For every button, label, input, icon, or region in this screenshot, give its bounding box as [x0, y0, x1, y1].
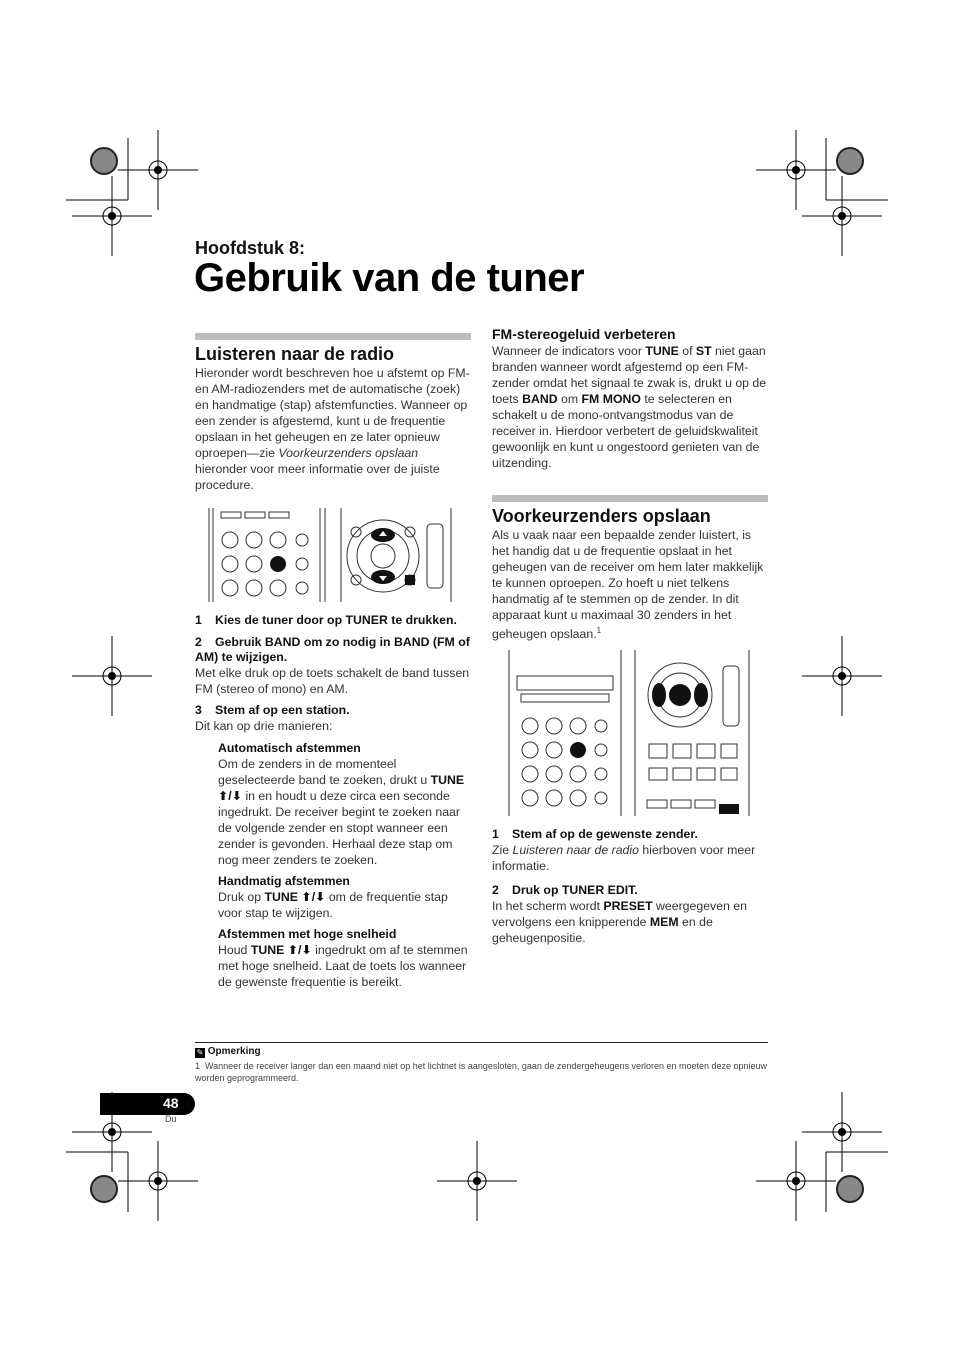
- fast-tuning-text: [218, 942, 471, 990]
- preset-step-1: [492, 827, 768, 842]
- preset-paragraph: [492, 527, 768, 642]
- intro-ref: Voorkeurzenders opslaan: [278, 446, 419, 460]
- preset-step-2: [492, 883, 768, 898]
- step2-k2: MEM: [649, 915, 679, 929]
- language-code: Du: [165, 1114, 177, 1124]
- step2-c: en de geheugenpositie.: [492, 915, 713, 945]
- step-2-text: Gebruik BAND om zo nodig in BAND (FM of AM) te wijzigen.: [195, 635, 470, 664]
- step-1-text: Kies de tuner door op TUNER te drukken.: [215, 613, 457, 627]
- right-steps: [492, 827, 768, 946]
- tune-arrows-icon: ⬆/⬇: [218, 789, 243, 803]
- auto-a: Om de zenders in de momenteel geselecteerde band te zoeken, drukt u: [218, 757, 431, 787]
- step2-a: In het scherm wordt: [492, 899, 604, 913]
- fm-om: om: [557, 392, 582, 406]
- footnote-title: Opmerking: [207, 1046, 261, 1057]
- tune-key: TUNE: [250, 943, 285, 957]
- note-icon: ✎: [196, 1048, 204, 1057]
- footnote-text: [195, 1060, 768, 1084]
- fm-a: Wanneer de indicators voor: [492, 344, 646, 358]
- fm-k3: BAND: [522, 392, 558, 406]
- manual-tuning: [218, 873, 471, 921]
- preset-step-1-body: [492, 842, 768, 874]
- fm-of: of: [678, 344, 696, 358]
- footnote-section: [195, 1042, 768, 1084]
- preset-step-2-body: [492, 898, 768, 946]
- fm-paragraph: [492, 343, 768, 471]
- page-tab: [100, 1093, 195, 1115]
- fm-k1: TUNE: [645, 344, 679, 358]
- footnote-ref: 1: [596, 626, 602, 635]
- left-column: [195, 333, 471, 493]
- auto-tuning: [218, 740, 471, 868]
- remote-illustration-right: [507, 650, 751, 818]
- fast-a: Houd: [218, 943, 251, 957]
- fast-tuning-title: Afstemmen met hoge snelheid: [218, 927, 397, 941]
- intro-text-a: Hieronder wordt beschreven hoe u afstemt op FM- en AM-radiozenders met de automatische (zoek) en handmatige (stap) afstemfuncties. Wanneer op een zender is afgestemd, kunt u de frequentie opslaan in het geheugen en ze later opnieuw oproepen—zie: [195, 366, 470, 460]
- step-3-text: Stem af op een station.: [215, 703, 350, 717]
- step-3: [195, 703, 471, 718]
- footnote-divider: [195, 1042, 768, 1043]
- intro-text-b: hieronder voor meer informatie over de juiste procedure.: [195, 462, 440, 492]
- remote-illustration-left: [207, 508, 455, 604]
- fast-b: ingedrukt om af te stemmen met hoge snelheid. Laat de toets los wanneer de gewenste frequentie is bereikt.: [218, 943, 468, 989]
- chapter-label: Hoofdstuk 8:: [195, 238, 305, 258]
- auto-tuning-title: Automatisch afstemmen: [218, 741, 361, 755]
- tune-arrows-icon: ⬆/⬇: [284, 943, 312, 957]
- fm-heading: FM-stereogeluid verbeteren: [492, 326, 676, 342]
- preset-step-1-text: Stem af op de gewenste zender.: [512, 827, 698, 841]
- fm-b: niet gaan branden wanneer wordt afgestemd op een FM-zender omdat het signaal te zwak is, drukt u op de toets: [492, 344, 767, 406]
- step-1: [195, 613, 471, 628]
- preset-step-2-num: 2: [492, 883, 499, 897]
- fast-tuning: [218, 926, 471, 990]
- auto-tuning-text: [218, 756, 471, 868]
- preset-step-1-num: 1: [492, 827, 499, 841]
- section-heading-presets: Voorkeurzenders opslaan: [492, 506, 711, 526]
- step-3-body: Dit kan op drie manieren:: [195, 719, 333, 733]
- page-number: 48: [163, 1095, 179, 1111]
- section-bar: [195, 333, 471, 340]
- step-3-num: 3: [195, 703, 202, 717]
- intro-paragraph: [195, 365, 471, 493]
- manual-b: om de frequentie stap voor stap te wijzigen.: [218, 890, 448, 920]
- right-column-top: [492, 326, 768, 642]
- step1-b: hierboven voor meer informatie.: [492, 843, 756, 873]
- preset-step-2-text: Druk op TUNER EDIT.: [512, 883, 638, 897]
- page-title: Gebruik van de tuner: [194, 256, 585, 300]
- left-steps: [195, 613, 471, 990]
- step-2-num: 2: [195, 635, 202, 649]
- auto-b: in en houdt u deze circa een seconde ingedrukt. De receiver begint te zoeken naar de volgende zender en stopt wanneer een zender is gevonden. Herhaal deze stap om nog meer zenders te zoeken.: [218, 789, 460, 867]
- step-2-body: Met elke druk op de toets schakelt de band tussen FM (stereo of mono) en AM.: [195, 666, 470, 696]
- tune-arrows-icon: ⬆/⬇: [297, 890, 326, 904]
- manual-tuning-text: [218, 889, 471, 921]
- section-heading-radio: Luisteren naar de radio: [195, 344, 395, 364]
- footnote-body: Wanneer de receiver langer dan een maand niet op het lichtnet is aangesloten, gaan de zendergeheugens verloren en moeten deze opnieuw worden geprogrammeerd.: [195, 1061, 768, 1083]
- preset-text: Als u vaak naar een bepaalde zender luistert, is het handig dat u de frequentie opslaat in het geheugen van de receiver om hem later makkelijk te kunnen oproepen. Zo hoeft u niet telkens handmatig af te stemmen op de zender. In dit apparaat kunt u maximaal 30 zenders in het geheugen opslaan.: [492, 528, 764, 642]
- manual-a: Druk op: [218, 890, 265, 904]
- step-1-num: 1: [195, 613, 202, 627]
- step1-a: Zie: [492, 843, 513, 857]
- tune-key: TUNE: [430, 773, 465, 787]
- tune-key: TUNE: [264, 890, 298, 904]
- footnote-heading: [195, 1046, 768, 1058]
- step-2: [195, 635, 471, 665]
- manual-tuning-title: Handmatig afstemmen: [218, 874, 350, 888]
- fm-c: te selecteren en schakelt u de mono-ontvangstmodus van de receiver in. Hierdoor verbetert de geluidskwaliteit gewoonlijk en kunt u ongestoord genieten van de uitzending.: [492, 392, 760, 470]
- fm-k2: ST: [695, 344, 712, 358]
- footnote-num: 1: [195, 1061, 201, 1071]
- section-bar: [492, 495, 768, 502]
- step2-b: weergegeven en vervolgens een knipperende: [492, 899, 747, 929]
- step2-k1: PRESET: [603, 899, 653, 913]
- fm-k4: FM MONO: [581, 392, 641, 406]
- step1-ref: Luisteren naar de radio: [512, 843, 639, 857]
